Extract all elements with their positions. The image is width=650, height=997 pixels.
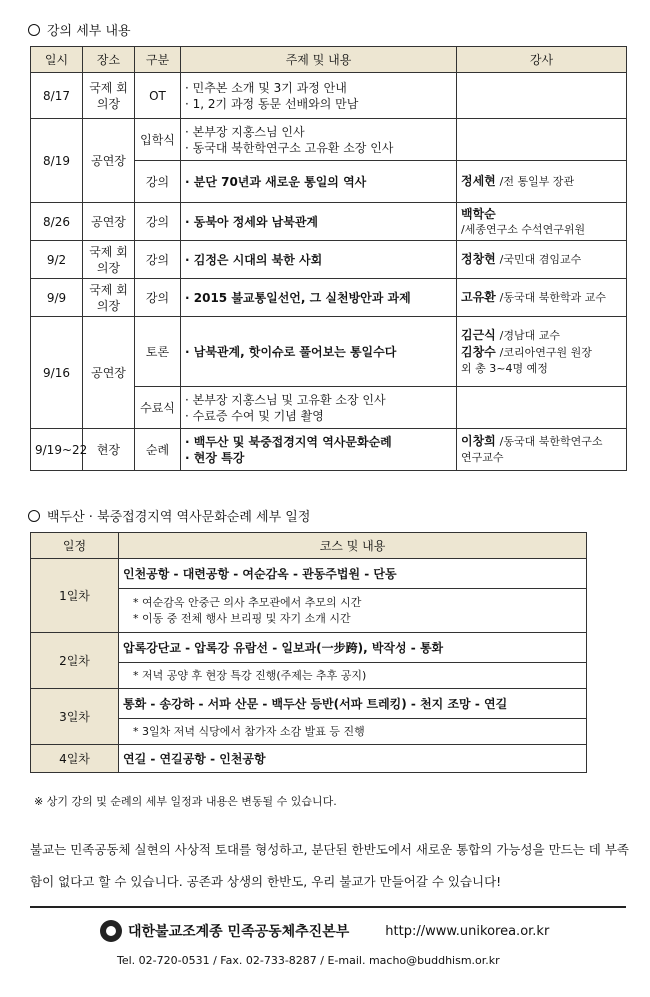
col-type: 구분: [135, 47, 181, 73]
table-row: 4일차 연길 - 연길공항 - 인천공항: [31, 745, 587, 773]
table-row: 9/19~22 현장 순례 · 백두산 및 북중접경지역 역사문화순례 · 현장 특강 이창희 /동국대 북한학연구소 연구교수: [31, 429, 627, 471]
circle-icon: [28, 510, 40, 522]
change-notice: ※ 상기 강의 및 순례의 세부 일정과 내용은 변동될 수 있습니다.: [34, 795, 337, 808]
footer-org: 대한불교조계종 민족공동체추진본부 http://www.unikorea.or.kr: [100, 920, 549, 942]
col-date: 일시: [31, 47, 83, 73]
schedule-table: 일정 코스 및 내용 1일차 인천공항 - 대련공항 - 여순감옥 - 관동주법원 - 단동 * 여순감옥 안중근 의사 추모관에서 추모의 시간 * 이동 중 전체 행사 브리핑 및 자기 소개 시간 2일차 압록강단교 - 압록강 유람선 - 일보과(一步跨), 박작성 - 통화 * 저녁 공양 후 현장 특강 진행(주제는 추후 공지) 3일차 통화 - 송강하 - 서파 산문 - 백두산 등반(서파 트레킹) - 천지 조망 - 연길 * 3일차 저녁 식당에서 참가자 소감 발표 등 진행 4일차 연길 - 연길공항 - 인천공항: [30, 532, 587, 773]
footer-divider: [30, 906, 626, 908]
table-row: 8/26 공연장 강의 · 동북아 정세와 남북관계 백학순 /세종연구소 수석연구위원: [31, 203, 627, 241]
col-content: 주제 및 내용: [181, 47, 457, 73]
contact-info: Tel. 02-720-0531 / Fax. 02-733-8287 / E-mail. macho@buddhism.or.kr: [117, 954, 500, 967]
col-lecturer: 강사: [457, 47, 627, 73]
closing-paragraph: 불교는 민족공동체 실현의 사상적 토대를 형성하고, 분단된 한반도에서 새로운 통합의 가능성을 만드는 데 부족함이 없다고 할 수 있습니다. 공존과 상생의 한반도, 우리 불교가 만들어갈 수 있습니다!: [30, 842, 630, 889]
col-place: 장소: [83, 47, 135, 73]
table-row: 강의 · 분단 70년과 새로운 통일의 역사 정세현 /전 통일부 장관: [31, 161, 627, 203]
col-schedule: 일정: [31, 533, 119, 559]
section2-title: 백두산 · 북중접경지역 역사문화순례 세부 일정: [28, 506, 310, 525]
table-row: 9/9 국제 회의장 강의 · 2015 불교통일선언, 그 실천방안과 과제 고유환 /동국대 북한학과 교수: [31, 279, 627, 317]
table-row: 8/19 공연장 입학식 · 본부장 지홍스님 인사 · 동국대 북한학연구소 고유환 소장 인사: [31, 119, 627, 161]
table-row: 수료식 · 본부장 지홍스님 및 고유환 소장 인사 · 수료증 수여 및 기념 촬영: [31, 387, 627, 429]
table-row: 8/17 국제 회의장 OT · 민추본 소개 및 3기 과정 안내 · 1, 2기 과정 동문 선배와의 만남: [31, 73, 627, 119]
table-row: 3일차 통화 - 송강하 - 서파 산문 - 백두산 등반(서파 트레킹) - 천지 조망 - 연길: [31, 689, 587, 719]
website-link[interactable]: http://www.unikorea.or.kr: [385, 923, 550, 939]
circle-icon: [28, 24, 40, 36]
table-row: 9/2 국제 회의장 강의 · 김정은 시대의 북한 사회 정창현 /국민대 겸임교수: [31, 241, 627, 279]
col-course: 코스 및 내용: [119, 533, 587, 559]
table-row: 1일차 인천공항 - 대련공항 - 여순감옥 - 관동주법원 - 단동: [31, 559, 587, 589]
dharma-wheel-icon: [100, 920, 122, 942]
table-row: 2일차 압록강단교 - 압록강 유람선 - 일보과(一步跨), 박작성 - 통화: [31, 633, 587, 663]
table-row: 9/16 공연장 토론 · 남북관계, 핫이슈로 풀어보는 통일수다 김근식 /경남대 교수 김창수 /코리아연구원 원장 외 총 3~4명 예정: [31, 317, 627, 387]
section1-title: 강의 세부 내용: [28, 20, 131, 39]
lecture-table: [30, 46, 627, 471]
